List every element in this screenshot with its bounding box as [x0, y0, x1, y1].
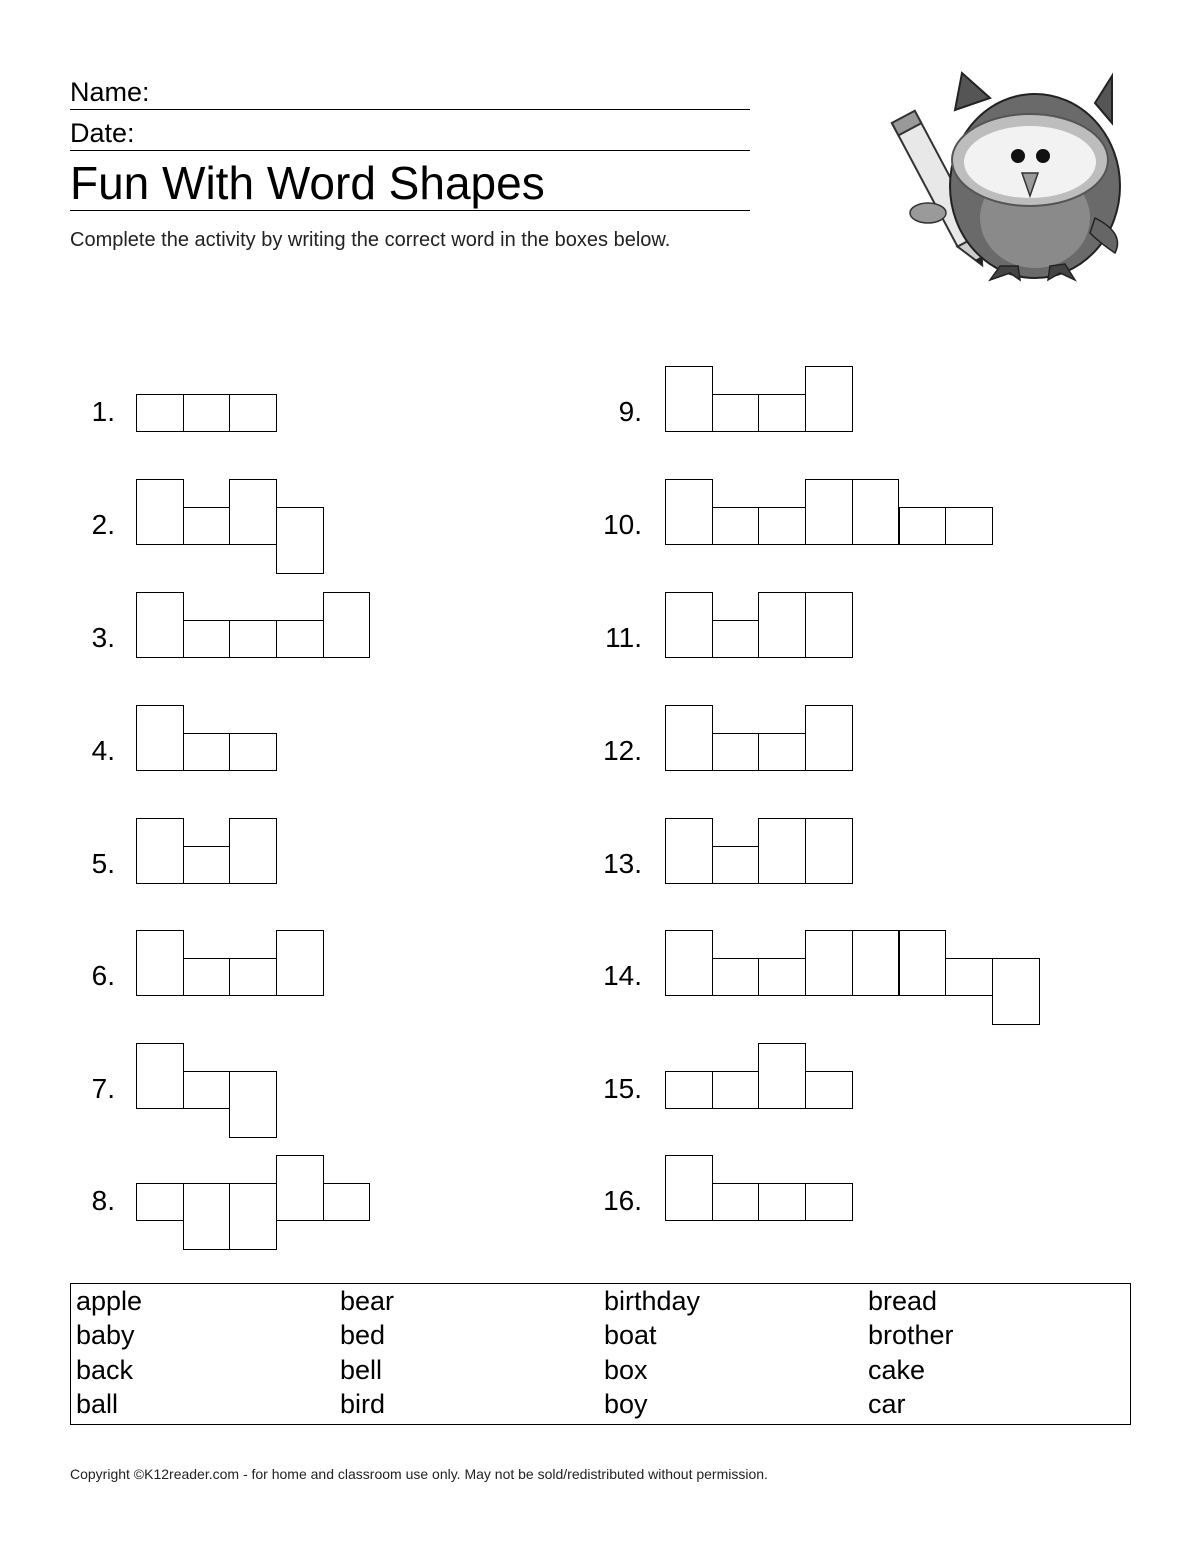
letter-box-tall[interactable]	[805, 930, 853, 996]
letter-box[interactable]	[712, 958, 760, 996]
letter-box[interactable]	[899, 507, 947, 545]
item-number: 2.	[91, 509, 115, 540]
letter-box-descender[interactable]	[992, 958, 1040, 1025]
item-number: 3.	[91, 622, 115, 653]
letter-box-tall[interactable]	[136, 592, 184, 658]
letter-box[interactable]	[758, 1183, 806, 1221]
letter-box-tall[interactable]	[323, 592, 371, 658]
letter-box-descender[interactable]	[183, 1183, 231, 1250]
letter-box[interactable]	[229, 958, 277, 996]
word-bank-word: box	[604, 1355, 648, 1385]
word-bank-word: birthday	[604, 1286, 701, 1316]
letter-box[interactable]	[758, 733, 806, 771]
letter-box-descender[interactable]	[229, 1183, 277, 1250]
word-bank-word: ball	[76, 1389, 119, 1419]
letter-box-tall[interactable]	[229, 818, 277, 884]
letter-box[interactable]	[229, 620, 277, 658]
letter-box[interactable]	[758, 394, 806, 432]
letter-box-tall[interactable]	[665, 479, 713, 545]
date-field[interactable]	[70, 118, 750, 151]
letter-box[interactable]	[183, 620, 231, 658]
letter-box[interactable]	[323, 1183, 371, 1221]
letter-box[interactable]	[665, 1071, 713, 1109]
letter-box[interactable]	[183, 733, 231, 771]
name-field[interactable]	[70, 77, 750, 110]
letter-box-descender[interactable]	[276, 507, 324, 574]
letter-box-tall[interactable]	[276, 1155, 324, 1221]
letter-box-tall[interactable]	[805, 366, 853, 432]
letter-box-tall[interactable]	[665, 1155, 713, 1221]
letter-box-tall[interactable]	[852, 479, 900, 545]
word-bank-word: apple	[76, 1286, 143, 1316]
letter-box-descender[interactable]	[229, 1071, 277, 1138]
letter-box-tall[interactable]	[805, 705, 853, 771]
word-bank-word: bird	[340, 1389, 386, 1419]
letter-box[interactable]	[945, 507, 993, 545]
owl-with-pencil-icon	[890, 68, 1130, 283]
item-number: 9.	[618, 396, 642, 427]
letter-box-tall[interactable]	[665, 705, 713, 771]
letter-box[interactable]	[183, 1071, 231, 1109]
letter-box[interactable]	[712, 1183, 760, 1221]
item-number: 16.	[603, 1185, 642, 1216]
letter-box[interactable]	[758, 958, 806, 996]
letter-box-tall[interactable]	[665, 592, 713, 658]
letter-box[interactable]	[712, 394, 760, 432]
name-label: Name:	[70, 77, 150, 107]
letter-box[interactable]	[712, 846, 760, 884]
letter-box[interactable]	[712, 620, 760, 658]
letter-box[interactable]	[276, 620, 324, 658]
item-number: 5.	[91, 848, 115, 879]
letter-box[interactable]	[183, 394, 231, 432]
letter-box-tall[interactable]	[136, 930, 184, 996]
letter-box[interactable]	[229, 733, 277, 771]
item-number: 11.	[605, 622, 642, 653]
word-bank-word: bear	[340, 1286, 395, 1316]
letter-box-tall[interactable]	[136, 818, 184, 884]
item-number: 7.	[91, 1073, 115, 1104]
item-number: 14.	[603, 960, 642, 991]
letter-box-tall[interactable]	[276, 930, 324, 996]
letter-box-tall[interactable]	[229, 479, 277, 545]
letter-box-tall[interactable]	[136, 705, 184, 771]
word-bank-word: bed	[340, 1320, 386, 1350]
letter-box[interactable]	[712, 507, 760, 545]
letter-box-tall[interactable]	[136, 479, 184, 545]
letter-box-tall[interactable]	[805, 592, 853, 658]
word-bank-word: brother	[868, 1320, 954, 1350]
instructions: Complete the activity by writing the correct word in the boxes below.	[70, 229, 671, 251]
letter-box[interactable]	[945, 958, 993, 996]
item-number: 10.	[603, 509, 642, 540]
page-title: Fun With Word Shapes	[70, 158, 750, 211]
letter-box[interactable]	[136, 394, 184, 432]
letter-box[interactable]	[183, 846, 231, 884]
copyright-notice: Copyright ©K12reader.com - for home and classroom use only. May not be sold/redistributed without permission.	[70, 1466, 768, 1482]
item-number: 1.	[91, 396, 115, 427]
word-bank-word: baby	[76, 1320, 135, 1350]
letter-box[interactable]	[805, 1071, 853, 1109]
letter-box[interactable]	[712, 733, 760, 771]
letter-box-tall[interactable]	[805, 818, 853, 884]
letter-box[interactable]	[183, 507, 231, 545]
letter-box-tall[interactable]	[665, 366, 713, 432]
letter-box-tall[interactable]	[136, 1043, 184, 1109]
date-label: Date:	[70, 118, 135, 148]
letter-box-tall[interactable]	[758, 592, 806, 658]
letter-box-tall[interactable]	[758, 1043, 806, 1109]
letter-box[interactable]	[183, 958, 231, 996]
letter-box-tall[interactable]	[665, 818, 713, 884]
letter-box[interactable]	[136, 1183, 184, 1221]
letter-box[interactable]	[805, 1183, 853, 1221]
word-bank-word: car	[868, 1389, 906, 1419]
letter-box[interactable]	[712, 1071, 760, 1109]
item-number: 12.	[603, 735, 642, 766]
letter-box-tall[interactable]	[852, 930, 900, 996]
letter-box[interactable]	[229, 394, 277, 432]
item-number: 4.	[91, 735, 115, 766]
word-bank-word: bread	[868, 1286, 938, 1316]
word-bank-word: boat	[604, 1320, 657, 1350]
word-bank	[70, 1283, 1131, 1425]
letter-box[interactable]	[758, 507, 806, 545]
word-bank-word: boy	[604, 1389, 648, 1419]
letter-box-tall[interactable]	[665, 930, 713, 996]
word-bank-word: back	[76, 1355, 134, 1385]
item-number: 6.	[91, 960, 115, 991]
item-number: 15.	[603, 1073, 642, 1104]
letter-box-tall[interactable]	[899, 930, 947, 996]
letter-box-tall[interactable]	[758, 818, 806, 884]
word-bank-word: cake	[868, 1355, 926, 1385]
item-number: 8.	[91, 1185, 115, 1216]
item-number: 13.	[603, 848, 642, 879]
word-bank-word: bell	[340, 1355, 383, 1385]
letter-box-tall[interactable]	[805, 479, 853, 545]
